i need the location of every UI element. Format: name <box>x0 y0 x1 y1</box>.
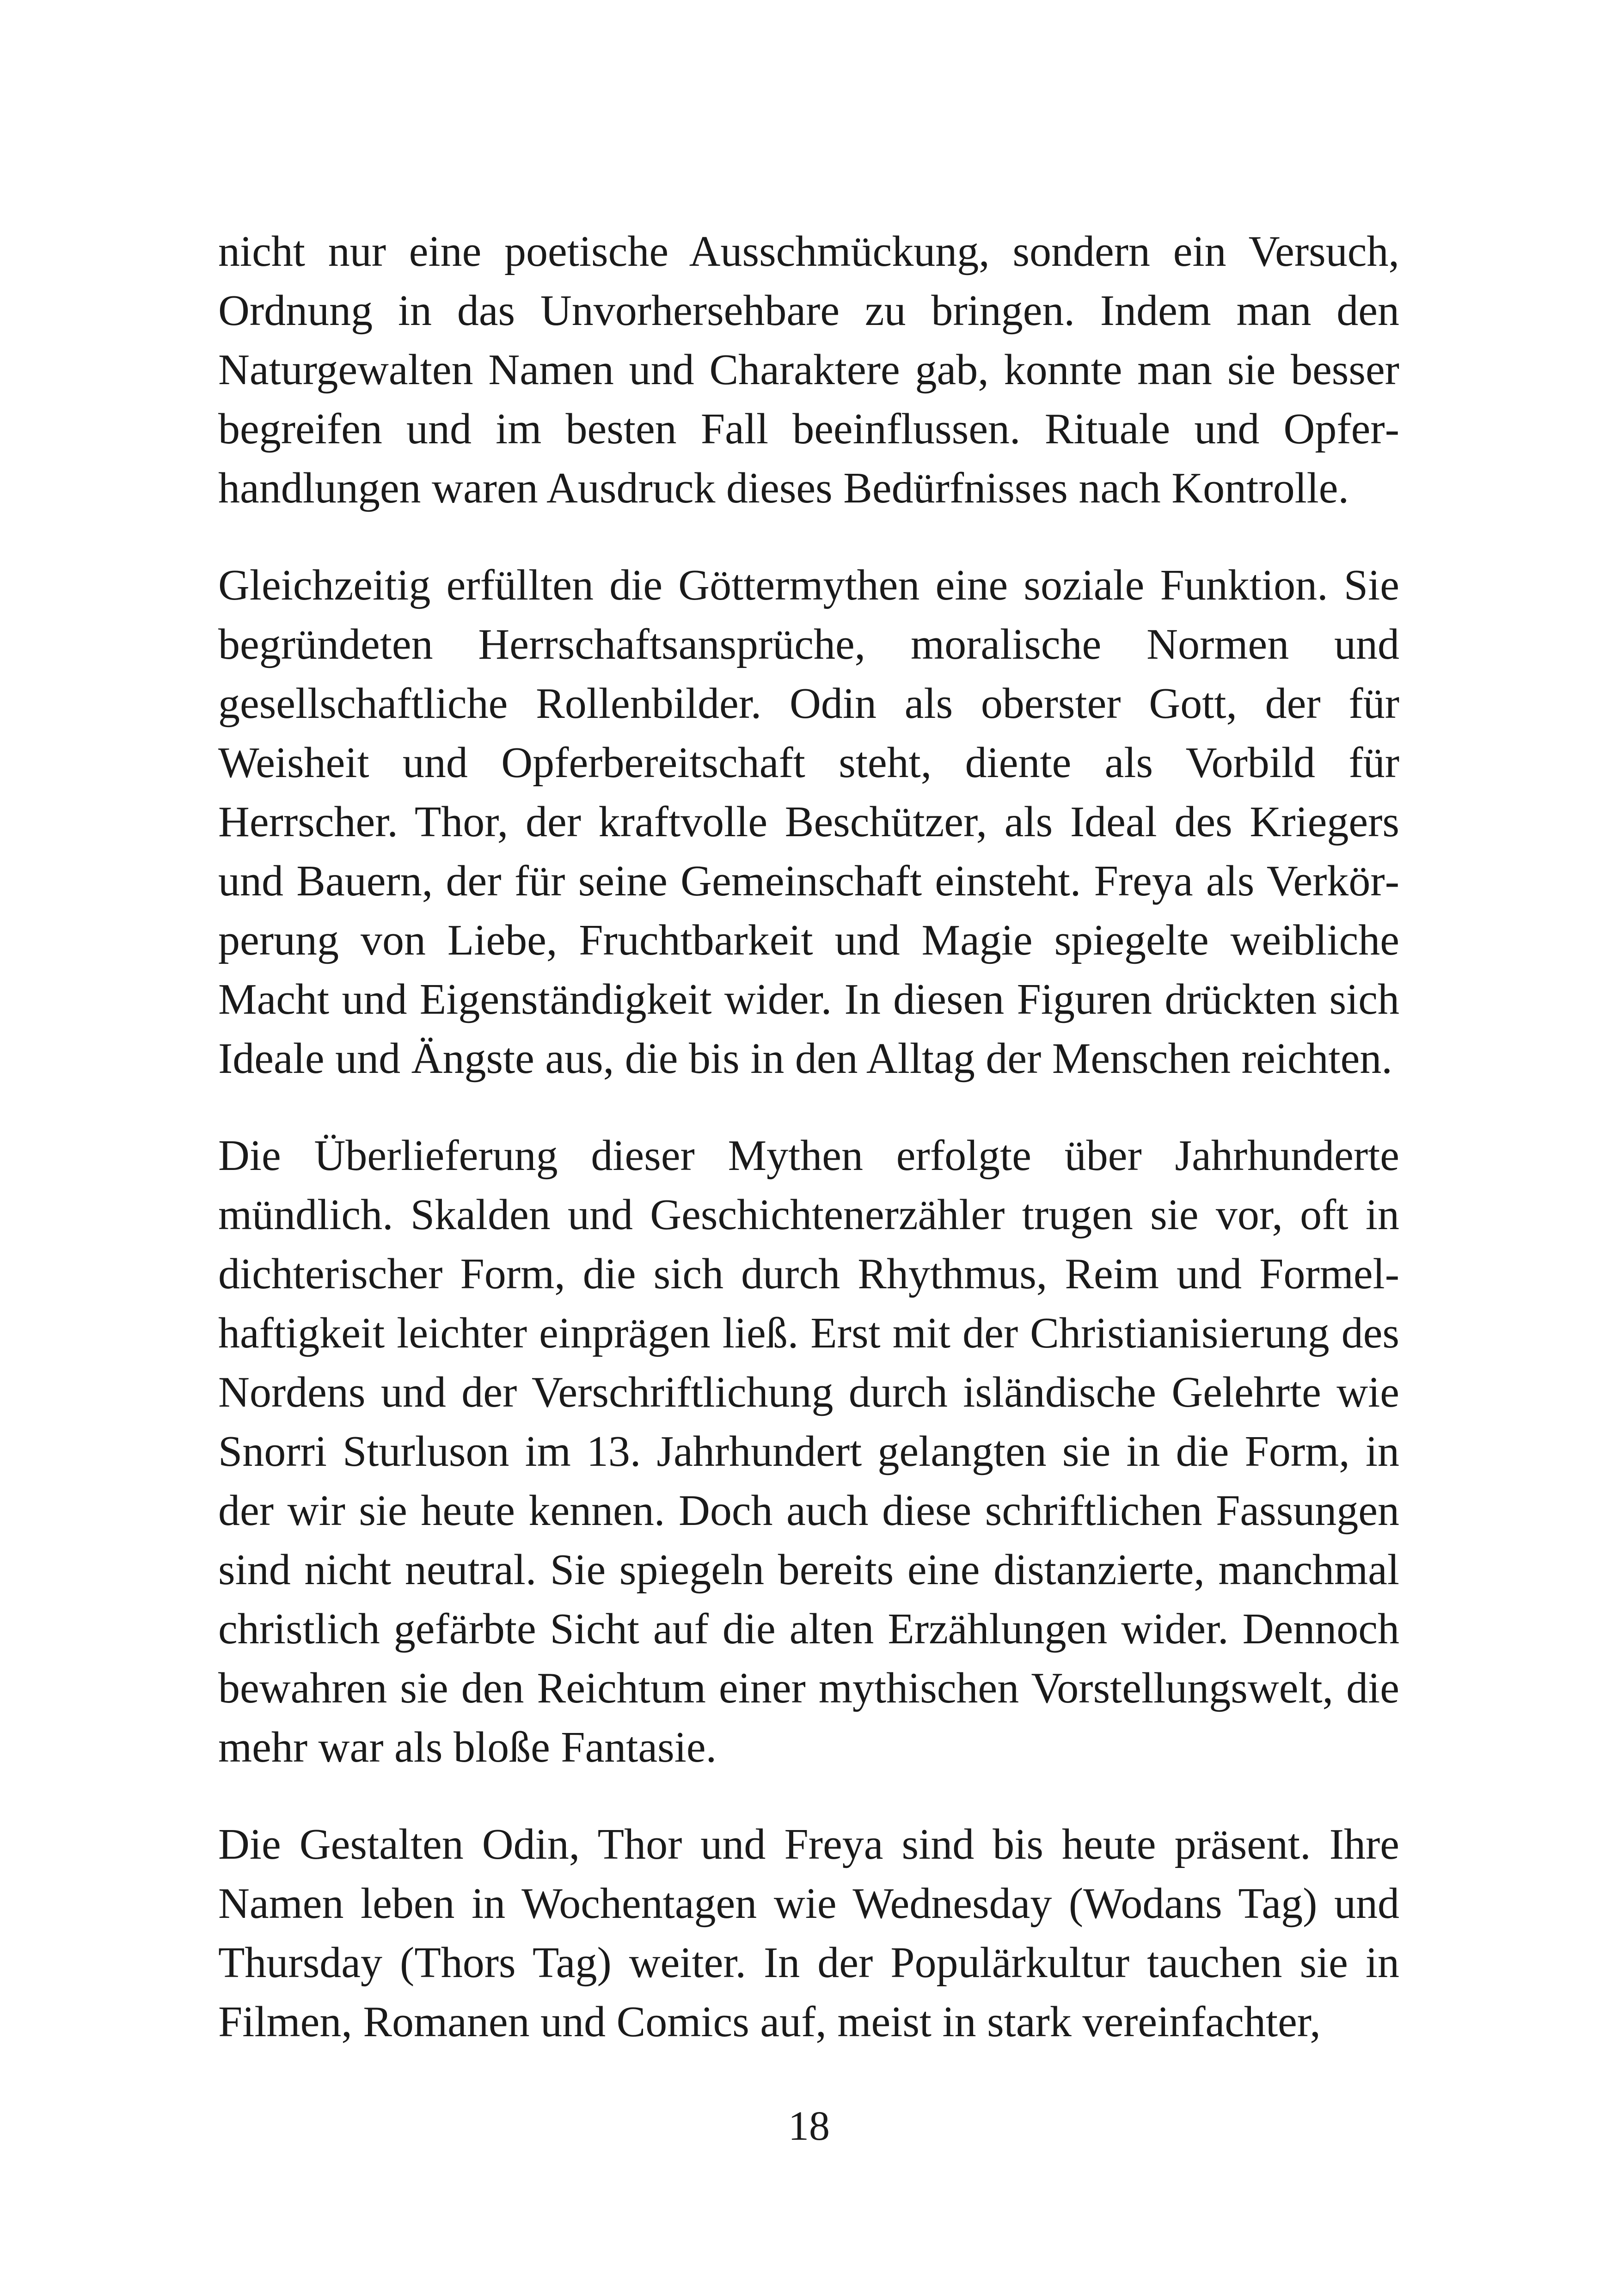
paragraph-1: nicht nur eine poetische Ausschmückung, sondern ein Versuch, Ordnung in das Unvorhersehbare zu bringen. Indem man den Naturgewalten Namen und Charaktere gab, konnte man sie besser begreifen und im besten Fall beeinflussen. Rituale und Opferhandlungen waren Ausdruck dieses Bedürfnisses nach Kontrolle. <box>218 227 1399 512</box>
paragraph-2: Gleichzeitig erfüllten die Göttermythen eine soziale Funktion. Sie begründeten Herrschaftsansprüche, moralische Normen und gesellschaftliche Rollenbilder. Odin als oberster Gott, der für Weisheit und Opferbereitschaft steht, diente als Vorbild für Herrscher. Thor, der kraftvolle Beschützer, als Ideal des Kriegers und Bauern, der für seine Gemeinschaft einsteht. Freya als Verkörperung von Liebe, Fruchtbarkeit und Magie spiegelte weibliche Macht und Eigenständigkeit wider. In diesen Figuren drückten sich Ideale und Ängste aus, die bis in den Alltag der Menschen reichten. <box>218 561 1399 1083</box>
paragraph-3: Die Überlieferung dieser Mythen erfolgte über Jahrhunderte mündlich. Skalden und Geschichtenerzähler trugen sie vor, oft in dichterischer Form, die sich durch Rhythmus, Reim und Formelhaftigkeit leichter einprägen ließ. Erst mit der Christianisierung des Nordens und der Verschriftlichung durch isländische Gelehrte wie Snorri Sturluson im 13. Jahrhundert gelangten sie in die Form, in der wir sie heute kennen. Doch auch diese schriftlichen Fassungen sind nicht neutral. Sie spiegeln bereits eine distanzierte, manchmal christlich gefärbte Sicht auf die alten Erzählungen wider. Dennoch bewahren sie den Reichtum einer mythischen Vorstellungswelt, die mehr war als bloße Fantasie. <box>218 1132 1399 1771</box>
body-text <box>218 222 1399 2089</box>
paragraph-4: Die Gestalten Odin, Thor und Freya sind bis heute präsent. Ihre Namen leben in Wochentagen wie Wednesday (Wodans Tag) und Thursday (Thors Tag) weiter. In der Populärkultur tauchen sie in Filmen, Romanen und Comics auf, meist in stark vereinfachter, <box>218 1820 1399 2046</box>
page-number: 18 <box>788 2103 830 2149</box>
